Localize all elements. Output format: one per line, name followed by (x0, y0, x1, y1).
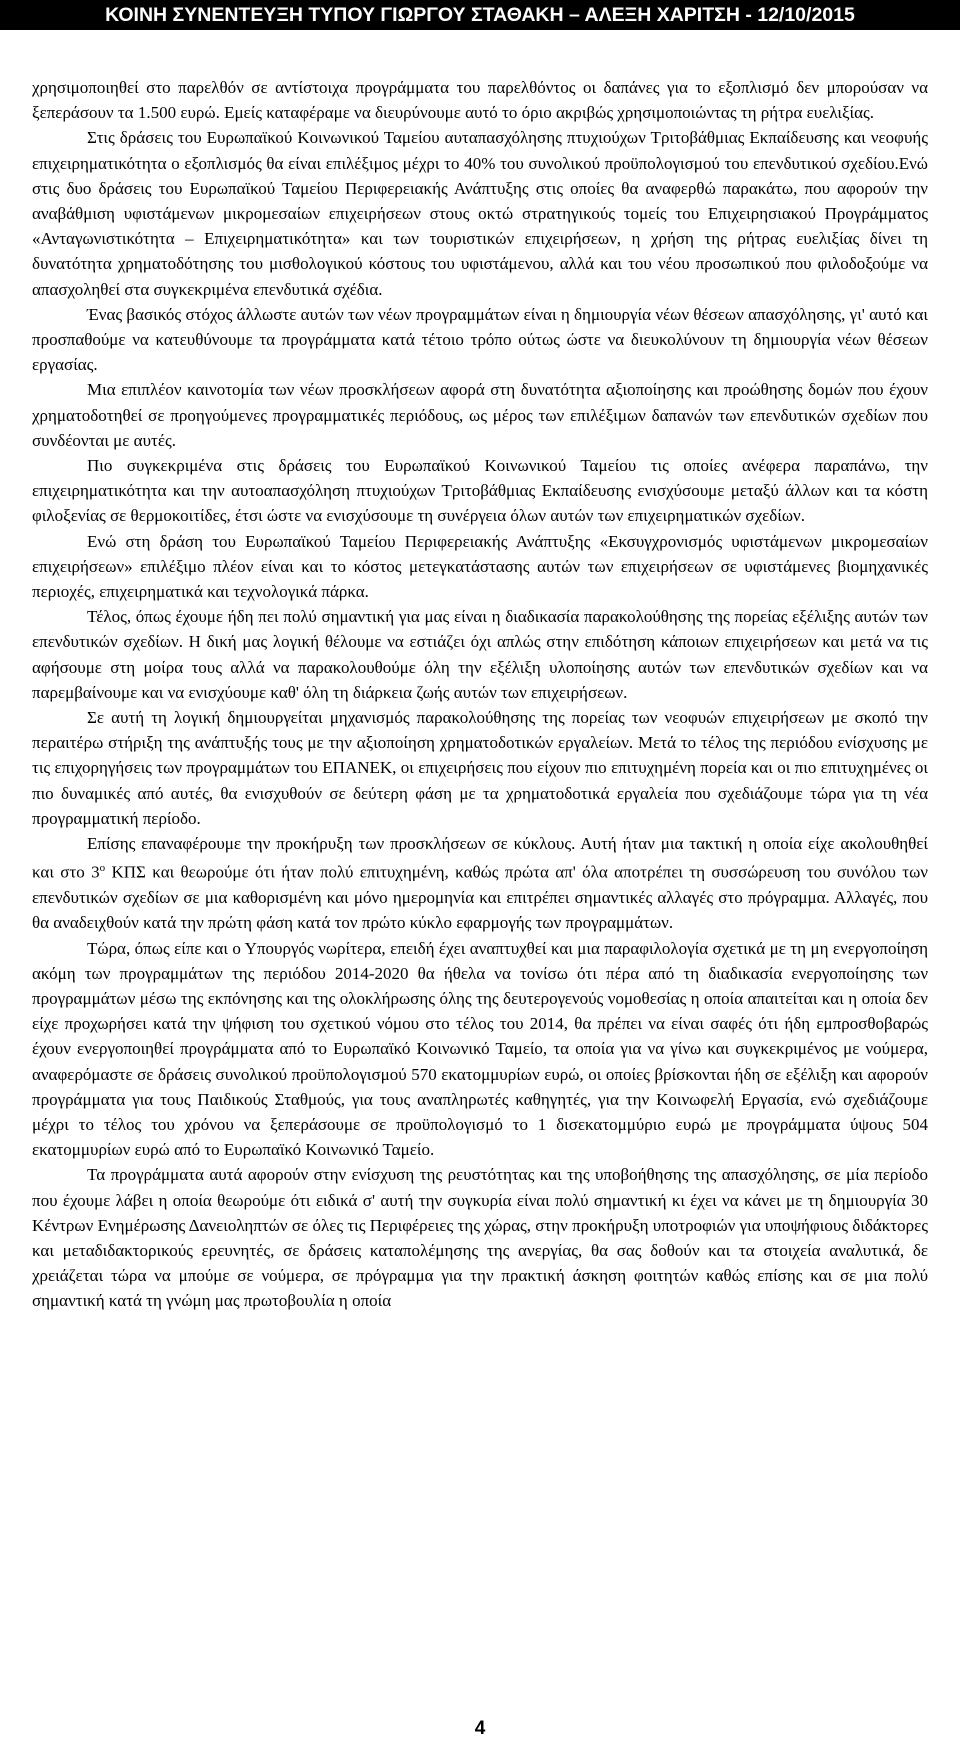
page-header (0, 0, 960, 30)
paragraph: Ενώ στη δράση του Ευρωπαϊκού Ταμείου Περιφερειακής Ανάπτυξης «Εκσυγχρονισμός υφιστάμενων μικρομεσαίων επιχειρήσεων» επιλέξιμο πλέον είναι και το κόστος μετεγκατάστασης αυτών των επιχειρήσεων σε υφιστάμενες βιομηχανικές περιοχές, επιχειρηματικά και τεχνολογικά πάρκα. (32, 531, 928, 602)
paragraph-continuation: χρησιμοποιηθεί στο παρελθόν σε αντίστοιχα προγράμματα του παρελθόντος οι δαπάνες για το εξοπλισμό δεν μπορούσαν να ξεπεράσουν τα 1.500 ευρώ. Εμείς καταφέραμε να διευρύνουμε αυτό το όριο ακριβώς χρησιμοποιώντας τη ρήτρα ευελιξίας. (32, 78, 928, 123)
paragraph: Ένας βασικός στόχος άλλωστε αυτών των νέων προγραμμάτων είναι η δημιουργία νέων θέσεων απασχόλησης, γι' αυτό και προσπαθούμε να κατευθύνουμε τα προγράμματα κατά τέτοιο τρόπο ούτως ώστε να διευκολύνουν τη δημιουργία νέων θέσεων εργασίας. (32, 304, 928, 375)
paragraph: Πιο συγκεκριμένα στις δράσεις του Ευρωπαϊκού Κοινωνικού Ταμείου τις οποίες ανέφερα παραπάνω, την επιχειρηματικότητα και την αυτοαπασχόληση πτυχιούχων Τριτοβάθμιας Εκπαίδευσης ενισχύσουμε μεταξύ άλλων και τα κόστη φιλοξενίας σε θερμοκοιτίδες, έτσι ώστε να ενισχύσουμε τη συνέργεια όλων αυτών των επιχειρηματικών σχεδίων. (32, 456, 928, 526)
page-number: 4 (474, 1718, 486, 1739)
paragraph: Τα προγράμματα αυτά αφορούν στην ενίσχυση της ρευστότητας και της υποβοήθησης της απασχόλησης, σε μία περίοδο που έχουμε λάβει η οποία θεωρούμε ότι ειδικά σ' αυτή την συγκυρία είναι πολύ σημαντική κι έχει να κάνει με τη δημιουργία 30 Κέντρων Ενημέρωσης Δανειοληπτών σε όλες τις Περιφέρειες της χώρας, στην προκήρυξη υποτροφιών για υποψήφιους διδάκτορες και μεταδιδακτορικούς ερευνητές, σε δράσεις καταπολέμησης της ανεργίας, θα σας δοθούν και τα στοιχεία αναλυτικά, δε χρειάζεται τώρα να μπούμε σε νούμερα, σε πρόγραμμα για την πρακτική άσκηση φοιτητών καθώς επίσης και σε μια πολύ σημαντική κατά τη γνώμη μας πρωτοβουλία η οποία (32, 1165, 928, 1311)
paragraph: Τώρα, όπως είπε και ο Υπουργός νωρίτερα, επειδή έχει αναπτυχθεί και μια παραφιλολογία σχετικά με τη μη ενεργοποίηση ακόμη των προγραμμάτων της περιόδου 2014-2020 θα ήθελα να τονίσω ότι πέρα από τη διαδικασία ενεργοποίησης των προγραμμάτων μέσω της εκπόνησης και της ολοκλήρωσης όλης της δευτερογενούς νομοθεσίας η οποία απαιτείται και η οποία δεν είχε προχωρήσει κατά την ψήφιση του σχετικού νόμου στο τέλος του 2014, θα πρέπει να είναι σαφές ότι ήδη εμπροσθοβαρώς έχουν ενεργοποιηθεί προγράμματα από το Ευρωπαϊκό Κοινωνικό Ταμείο, τα οποία για να γίνω και συγκεκριμένος με νούμερα, αναφερόμαστε σε δράσεις συνολικού προϋπολογισμού 570 εκατομμυρίων ευρώ, οι οποίες βρίσκονται ήδη σε εξέλιξη και αφορούν προγράμματα για τους Παιδικούς Σταθμούς, για τους αναπληρωτές καθηγητές, για την Κοινωφελή Εργασία, ενώ σχεδιάζουμε μέχρι το τέλος του χρόνου να ξεπεράσουμε σε προϋπολογισμό το 1 δισεκατομμύριο ευρώ με προγράμματα ύψους 504 εκατομμυρίων ευρώ από το Ευρωπαϊκό Κοινωνικό Ταμείο. (32, 938, 928, 1160)
superscript-ordinal: ο (99, 862, 106, 875)
header-title: ΚΟΙΝΗ ΣΥΝΕΝΤΕΥΞΗ ΤΥΠΟΥ ΓΙΩΡΓΟΥ ΣΤΑΘΑΚΗ – ΑΛΕΞΗ ΧΑΡΙΤΣΗ - 12/10/2015 (105, 4, 855, 26)
paragraph: Μια επιπλέον καινοτομία των νέων προσκλήσεων αφορά στη δυνατότητα αξιοποίησης και προώθησης δομών που έχουν χρηματοδοτηθεί σε προηγούμενες προγραμματικές περιόδους, ως μέρος των επιλέξιμων δαπανών των επενδυτικών σχεδίων που συνδέονται με αυτές. (32, 380, 928, 450)
paragraph: Σε αυτή τη λογική δημιουργείται μηχανισμός παρακολούθησης της πορείας των νεοφυών επιχειρήσεων με σκοπό την περαιτέρω στήριξη της ανάπτυξής τους με την αξιοποίηση χρηματοδοτικών εργαλείων. Μετά το τέλος της περιόδου ενίσχυσης με τις επιχορηγήσεις των προγραμμάτων του ΕΠΑΝΕΚ, οι επιχειρήσεις που είχουν πιο επιτυχημένη πορεία και οι πιο επιτυχημένες οι πιο δυναμικές από αυτές, θα ενισχυθούν σε δεύτερη φάση με τα χρηματοδοτικά εργαλεία που σχεδιάζουμε τώρα για τη νέα προγραμματική περίοδο. (32, 708, 928, 828)
paragraph (32, 831, 928, 935)
paragraph-text: Επίσης επαναφέρουμε την προκήρυξη των προσκλήσεων σε κύκλους. Αυτή ήταν μια τακτική η οποία είχε ακολουθηθεί και στο 3 (32, 834, 928, 882)
document-body (32, 75, 928, 1314)
paragraph: Στις δράσεις του Ευρωπαϊκού Κοινωνικού Ταμείου αυταπασχόλησης πτυχιούχων Τριτοβάθμιας Εκπαίδευσης και νεοφυής επιχειρηματικότητα ο εξοπλισμός θα είναι επιλέξιμος μέχρι το 40% του συνολικού προϋπολογισμού του επενδυτικού σχεδίου.Ενώ στις δυο δράσεις του Ευρωπαϊκού Ταμείου Περιφερειακής Ανάπτυξης στις οποίες θα αναφερθώ παρακάτω, που αφορούν την αναβάθμιση υφιστάμενων μικρομεσαίων επιχειρήσεων στους οκτώ στρατηγικούς τομείς του Επιχειρησιακού Προγράμματος «Ανταγωνιστικότητα – Επιχειρηματικότητα» και των τουριστικών επιχειρήσεων, η χρήση της ρήτρας ευελιξίας δίνει τη δυνατότητα χρηματοδότησης του μισθολογικού κόστους του υφιστάμενου, αλλά και του νέου προσωπικού που φιλοδοξούμε να απασχοληθεί στα συγκεκριμένα επενδυτικά σχέδια. (32, 128, 928, 299)
paragraph: Τέλος, όπως έχουμε ήδη πει πολύ σημαντική για μας είναι η διαδικασία παρακολούθησης της πορείας εξέλιξης αυτών των επενδυτικών σχεδίων. Η δική μας λογική θέλουμε να εστιάζει όχι απλώς στην επιδότηση κάποιων επιχειρήσεων και μετά να τις αφήσουμε στη μοίρα τους αλλά να παρακολουθούμε όλη την εξέλιξη υλοποίησης αυτών των επενδυτικών σχεδίων και να παρεμβαίνουμε και να ενισχύουμε καθ' όλη τη διάρκεια ζωής αυτών των επιχειρήσεων. (32, 607, 928, 702)
paragraph-text: ΚΠΣ και θεωρούμε ότι ήταν πολύ επιτυχημένη, καθώς πρώτα απ' όλα αποτρέπει τη συσσώρευση του συνόλου των επενδυτικών σχεδίων σε μια καθορισμένη και μόνο ημερομηνία και επιτρέπει σημαντικές αλλαγές στο πρόγραμμα. Αλλαγές, που θα αναδειχθούν κατά την πρώτη φάση κατά τον πρώτο κύκλο εφαρμογής των προγραμμάτων. (32, 862, 928, 933)
